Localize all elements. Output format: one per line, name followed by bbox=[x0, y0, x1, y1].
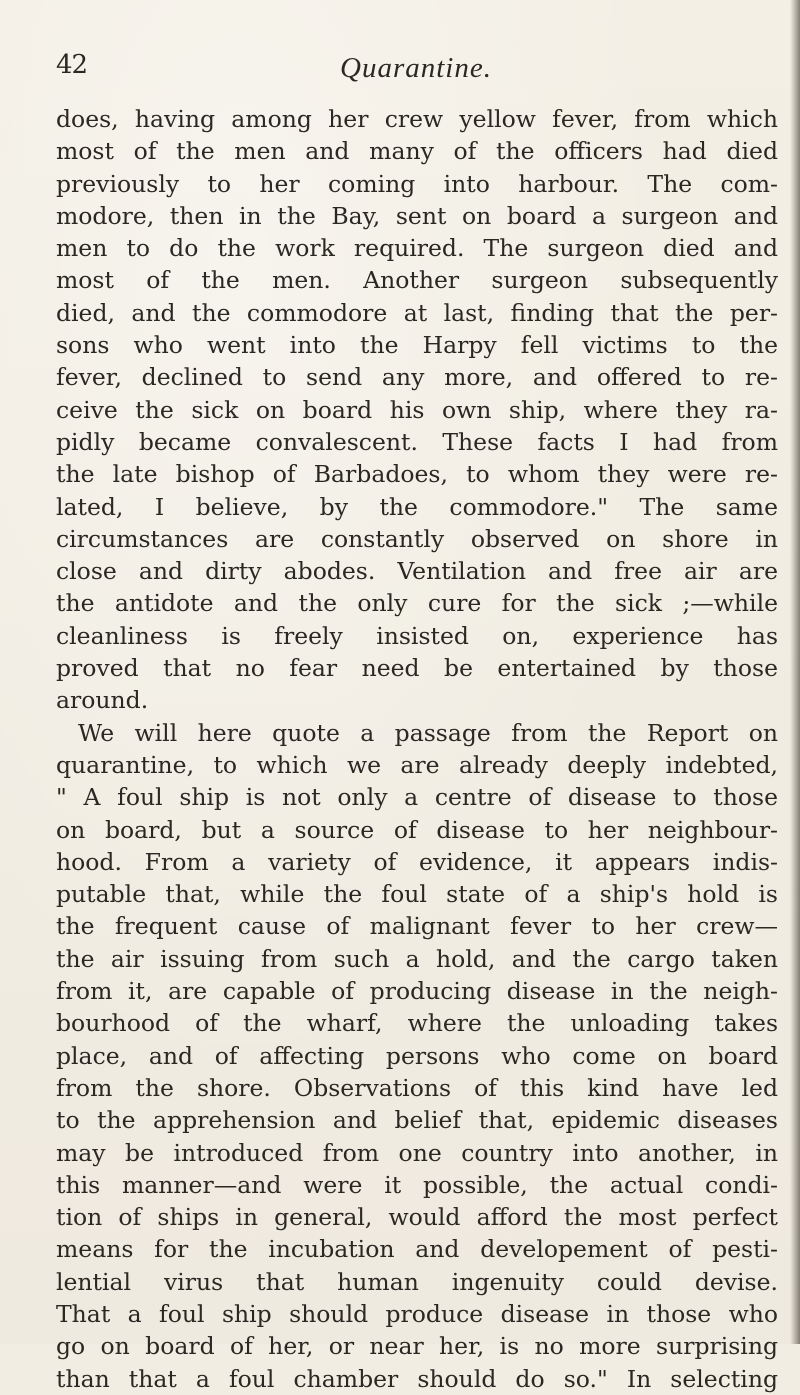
text-line: ceive the sick on board his own ship, where they ra- bbox=[56, 395, 778, 424]
text-line: most of the men and many of the officers had died bbox=[56, 137, 778, 166]
text-line: That a foul ship should produce disease in those who bbox=[56, 1299, 778, 1328]
text-line: lential virus that human ingenuity could devise. bbox=[56, 1267, 778, 1296]
text-line: lated, I believe, by the commodore." The same bbox=[56, 492, 778, 521]
page-edge-shadow bbox=[790, 0, 800, 1344]
text-line: most of the men. Another surgeon subsequently bbox=[56, 266, 778, 295]
text-line: place, and of affecting persons who come on board bbox=[56, 1041, 778, 1070]
text-line: the air issuing from such a hold, and the cargo taken bbox=[56, 944, 778, 973]
text-line: modore, then in the Bay, sent on board a surgeon and bbox=[56, 201, 778, 230]
text-line: go on board of her, or near her, is no more surprising bbox=[56, 1332, 778, 1361]
text-line: from the shore. Observations of this kind have led bbox=[56, 1073, 778, 1102]
running-head: Quarantine. bbox=[340, 52, 492, 84]
text-line: from it, are capable of producing disease in the neigh- bbox=[56, 977, 778, 1006]
text-line: to the apprehension and belief that, epidemic diseases bbox=[56, 1106, 778, 1135]
text-line: does, having among her crew yellow fever, from which bbox=[56, 105, 778, 133]
text-line: this manner—and were it possible, the actual condi- bbox=[56, 1170, 778, 1199]
text-line: means for the incubation and developement of pesti- bbox=[56, 1235, 778, 1264]
text-line: may be introduced from one country into another, in bbox=[56, 1138, 778, 1167]
text-line: fever, declined to send any more, and offered to re- bbox=[56, 363, 778, 392]
text-line: died, and the commodore at last, finding that the per- bbox=[56, 298, 778, 327]
text-line: tion of ships in general, would afford the most perfect bbox=[56, 1203, 778, 1232]
text-line: quarantine, to which we are already deeply indebted, bbox=[56, 750, 778, 779]
text-line: around. bbox=[56, 686, 149, 715]
text-line: men to do the work required. The surgeon died and bbox=[56, 234, 778, 263]
text-line: close and dirty abodes. Ventilation and free air are bbox=[56, 557, 778, 586]
page-number: 42 bbox=[56, 50, 88, 80]
text-line: hood. From a variety of evidence, it appears indis- bbox=[56, 847, 778, 876]
text-line: the frequent cause of malignant fever to her crew— bbox=[56, 912, 778, 941]
text-line: the antidote and the only cure for the sick ;—while bbox=[56, 589, 778, 618]
text-line: circumstances are constantly observed on shore in bbox=[56, 524, 778, 553]
text-line: putable that, while the foul state of a ship's hold is bbox=[56, 880, 778, 909]
text-line: pidly became convalescent. These facts I had from bbox=[56, 427, 778, 456]
text-line: on board, but a source of disease to her neighbour- bbox=[56, 815, 778, 844]
text-line: cleanliness is freely insisted on, experience has bbox=[56, 621, 778, 650]
text-line: sons who went into the Harpy fell victims to the bbox=[56, 331, 778, 360]
text-line: We will here quote a passage from the Report on bbox=[78, 718, 778, 747]
body-text bbox=[56, 103, 778, 1395]
text-line: proved that no fear need be entertained by those bbox=[56, 654, 778, 683]
text-line: bourhood of the wharf, where the unloading takes bbox=[56, 1009, 778, 1038]
text-line: than that a foul chamber should do so." In selecting bbox=[56, 1364, 778, 1393]
text-line: " A foul ship is not only a centre of disease to those bbox=[56, 783, 778, 812]
page-header bbox=[56, 50, 776, 86]
text-line: the late bishop of Barbadoes, to whom they were re- bbox=[56, 460, 778, 489]
text-line: previously to her coming into harbour. The com- bbox=[56, 169, 778, 198]
